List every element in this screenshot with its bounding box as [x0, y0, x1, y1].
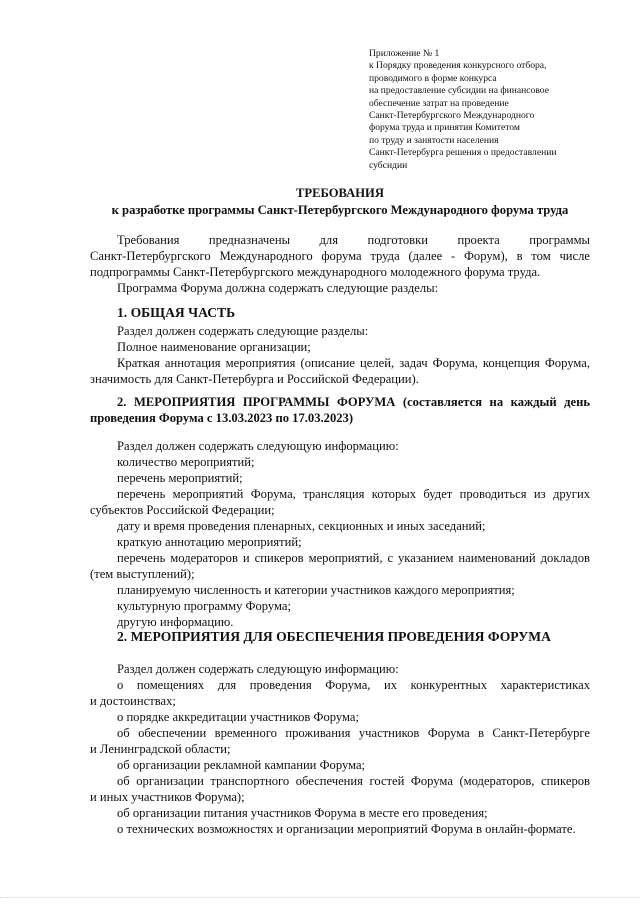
section-heading: 2. МЕРОПРИЯТИЯ ДЛЯ ОБЕСПЕЧЕНИЯ ПРОВЕДЕНИЯ ФОРУМА	[117, 629, 551, 644]
document-title: ТРЕБОВАНИЯ	[296, 186, 384, 200]
section-line: значимость для Санкт-Петербурга и Российской Федерации).	[90, 372, 419, 386]
annex-line: к Порядку проведения конкурсного отбора,	[369, 60, 547, 72]
section-general	[90, 305, 590, 387]
list-item: краткую аннотацию мероприятий;	[117, 535, 302, 549]
section-heading-main: 2. МЕРОПРИЯТИЯ ПРОГРАММЫ ФОРУМА	[117, 395, 396, 409]
list-item: культурную программу Форума;	[117, 599, 292, 613]
annex-line: обеспечение затрат на проведение	[369, 97, 509, 109]
list-item: о порядке аккредитации участников Форума;	[117, 710, 359, 724]
list-item: субъектов Российской Федерации;	[90, 503, 275, 517]
section-line: Краткая аннотация мероприятия (описание целей, задач Форума, концепция Форума,	[117, 356, 590, 370]
intro-line: Требования предназначены для подготовки проекта программы	[117, 233, 590, 247]
annex-line: Санкт-Петербургского Международного	[369, 110, 535, 122]
list-item: (тем выступлений);	[90, 567, 195, 581]
section-program-items	[90, 438, 590, 630]
section-support-items	[90, 661, 590, 837]
annex-block	[369, 48, 599, 172]
section-heading	[90, 394, 590, 410]
list-item: об организации питания участников Форума в месте его проведения;	[117, 806, 488, 820]
section-heading-note: (составляется на каждый день	[402, 395, 591, 409]
annex-line: на предоставление субсидии на финансовое	[369, 85, 549, 97]
section-forum-support	[90, 629, 590, 645]
list-item: о технических возможностях и организации мероприятий Форума в онлайн-формате.	[117, 822, 576, 836]
list-item: об обеспечении временного проживания участников Форума в Санкт-Петербурге	[117, 726, 590, 740]
list-item: другую информацию.	[117, 615, 234, 629]
list-item: об организации рекламной кампании Форума;	[117, 758, 366, 772]
intro-line: подпрограммы Санкт-Петербургского международного молодежного форума труда.	[90, 265, 541, 279]
document-subtitle: к разработке программы Санкт-Петербургского Международного форума труда	[111, 203, 569, 217]
list-item: и достоинствах;	[90, 694, 176, 708]
list-item: об организации транспортного обеспечения гостей Форума (модераторов, спикеров	[117, 774, 590, 788]
annex-line: Санкт-Петербурга решения о предоставлении	[369, 147, 557, 159]
list-item: о помещениях для проведения Форума, их конкурентных характеристиках	[117, 678, 590, 692]
list-item: перечень мероприятий Форума, трансляция которых будет проводиться из других	[117, 487, 590, 501]
annex-line: субсидии	[369, 159, 408, 171]
intro-block	[90, 232, 590, 296]
list-item: количество мероприятий;	[117, 455, 255, 469]
list-item: и иных участников Форума);	[90, 790, 245, 804]
list-item: перечень модераторов и спикеров мероприятий, с указанием наименований докладов	[117, 551, 590, 565]
section-heading-line2: проведения Форума с 13.03.2023 по 17.03.2023)	[90, 411, 354, 425]
annex-line: проводимого в форме конкурса	[369, 72, 497, 84]
list-item: перечень мероприятий;	[117, 471, 243, 485]
list-item: Раздел должен содержать следующую информацию:	[117, 662, 399, 676]
section-program-events	[90, 394, 590, 426]
annex-line: форума труда и принятия Комитетом	[369, 122, 520, 134]
list-item: и Ленинградской области;	[90, 742, 231, 756]
annex-line: Приложение № 1	[369, 48, 440, 59]
annex-line: по труду и занятости населения	[369, 134, 499, 146]
list-item: Раздел должен содержать следующую информацию:	[117, 439, 399, 453]
intro-line: Санкт-Петербургского Международного форума труда (далее - Форум), в том числе	[90, 249, 590, 263]
section-heading: 1. ОБЩАЯ ЧАСТЬ	[117, 305, 236, 320]
intro-line: Программа Форума должна содержать следующие разделы:	[117, 281, 439, 295]
section-line: Полное наименование организации;	[117, 340, 311, 354]
section-line: Раздел должен содержать следующие разделы:	[117, 324, 369, 338]
list-item: дату и время проведения пленарных, секционных и иных заседаний;	[117, 519, 486, 533]
list-item: планируемую численность и категории участников каждого мероприятия;	[117, 583, 515, 597]
